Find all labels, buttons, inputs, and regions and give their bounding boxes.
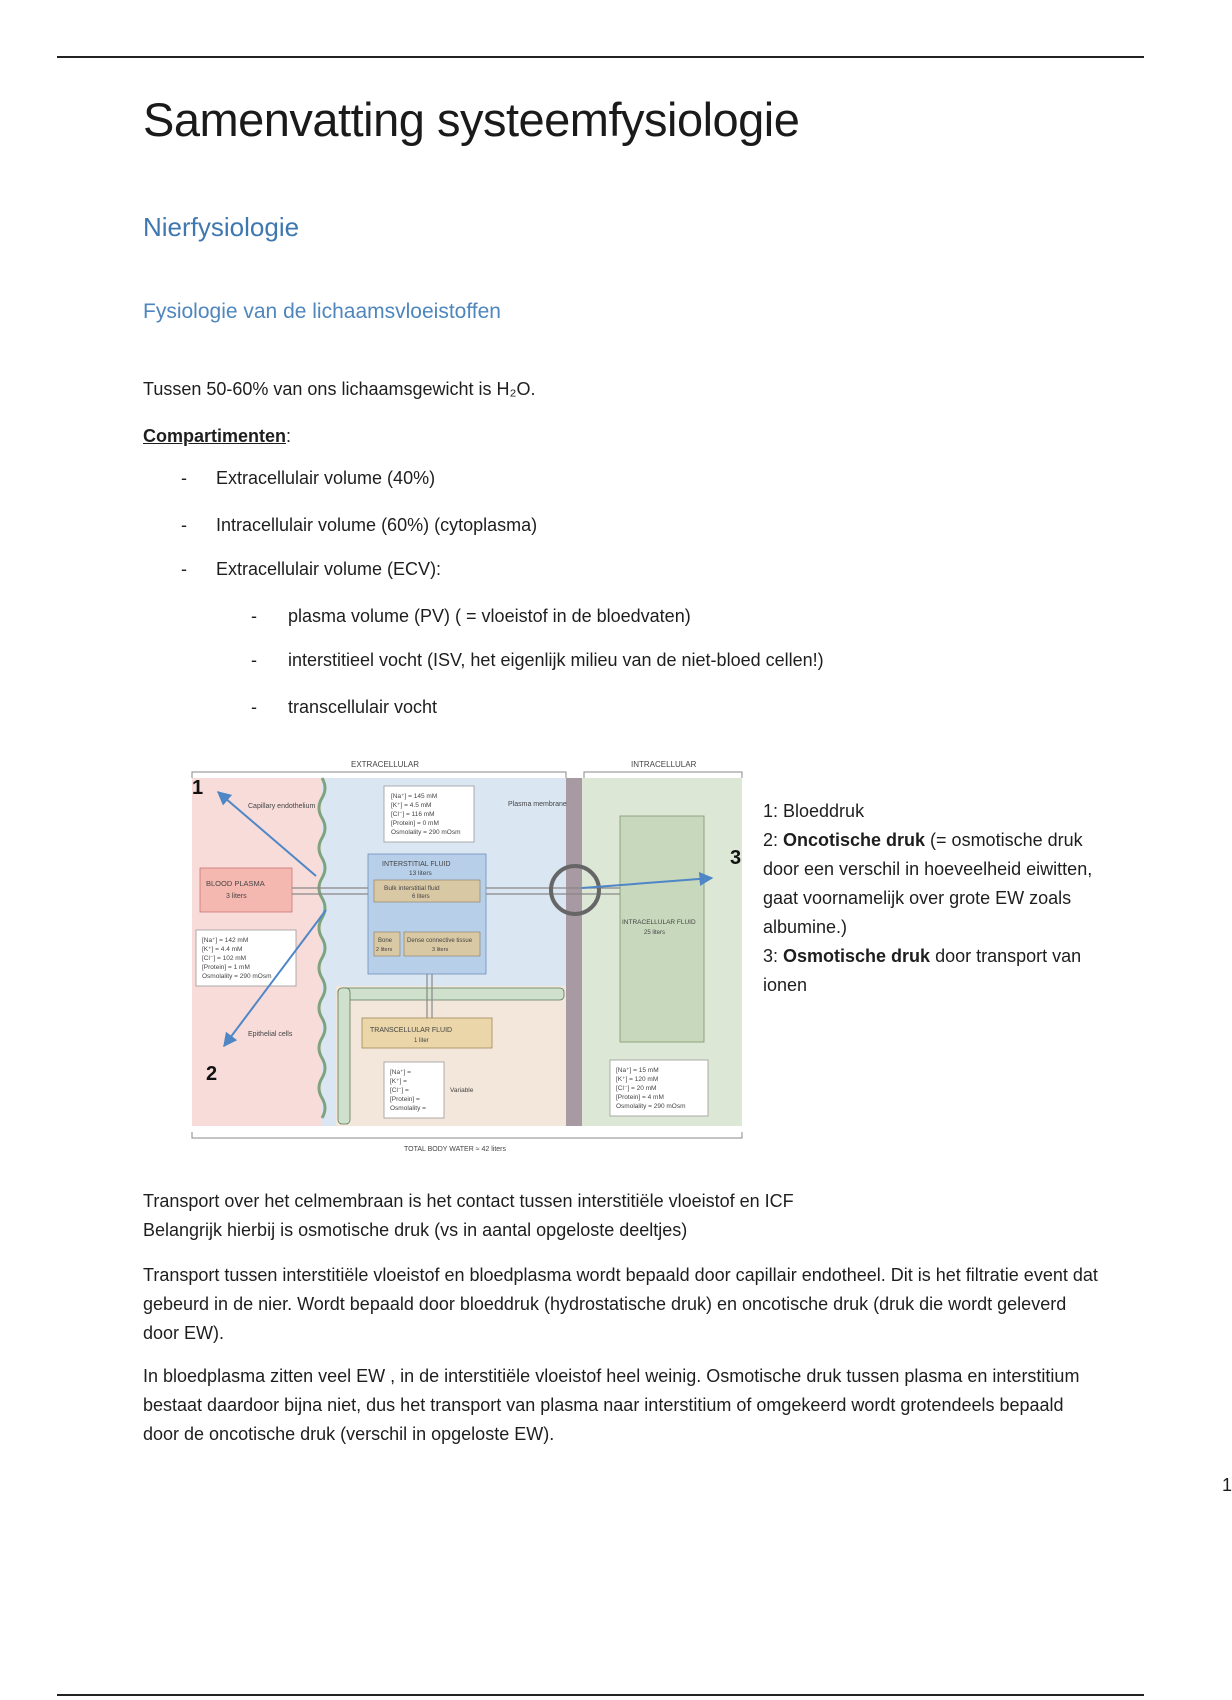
legend-item-2-rest: (= osmotische druk door een verschil in hoeveelheid eiwitten, gaat voornamelijk over grote EW zoals albumine.): [763, 830, 1093, 937]
label-intracellular: INTRACELLULAR: [631, 760, 697, 769]
icf-value: [Cl⁻] = 20 mM: [616, 1085, 657, 1092]
legend-item-3-rest: door transport van ionen: [763, 946, 1082, 995]
isf-value: [Protein] = 0 mM: [391, 820, 439, 827]
dense-volume: 3 liters: [432, 947, 449, 953]
marker-2: 2: [206, 1063, 218, 1085]
plasma-value: [Na⁺] = 142 mM: [202, 937, 249, 944]
bullet-dash: -: [251, 650, 257, 670]
bone-volume: 2 liters: [376, 947, 393, 953]
list-item-text: Intracellulair volume (60%) (cytoplasma): [216, 515, 538, 535]
blood-plasma-box: [200, 868, 292, 912]
isf-value: [K⁺] = 4.5 mM: [391, 802, 432, 809]
legend-item-2-prefix: 2:: [763, 830, 784, 850]
intracellular-fluid-box: [620, 816, 704, 1042]
isf-value: [Cl⁻] = 116 mM: [391, 811, 435, 818]
icf-value: [Protein] = 4 mM: [616, 1094, 664, 1101]
figure-legend: [763, 797, 1103, 1000]
intracellular-label: INTRACELLULAR FLUID: [622, 919, 696, 926]
plasma-membrane-band: [566, 778, 582, 1126]
intro-paragraph: Tussen 50-60% van ons lichaamsgewicht is H₂O.: [143, 379, 536, 399]
icf-value: [K⁺] = 120 mM: [616, 1076, 659, 1083]
figure-svg: [186, 756, 746, 1156]
label-extracellular: EXTRACELLULAR: [351, 760, 420, 769]
list-item-text: interstitieel vocht (ISV, het eigenlijk milieu van de niet-bloed cellen!): [288, 650, 824, 670]
extracellular-bracket: [192, 772, 566, 778]
plasma-value: [Protein] = 1 mM: [202, 964, 250, 971]
bullet-dash: -: [181, 559, 187, 579]
variable-label: Variable: [450, 1087, 474, 1094]
intracellular-volume: 25 liters: [644, 930, 666, 936]
paragraph-capillair: Transport tussen interstitiële vloeistof en bloedplasma wordt bepaald door capillair endotheel. Dit is het filtratie event dat gebeurd in de nier. Wordt bepaald door bloeddruk (hydrostatische druk) en oncotische druk (druk die wordt geleverd door EW).: [143, 1265, 1098, 1343]
icf-value: [Na⁺] = 15 mM: [616, 1067, 659, 1074]
bottom-rule: [57, 1694, 1144, 1696]
transcellular-region: [336, 986, 566, 1126]
plasma-value: Osmolality = 290 mOsm: [202, 973, 272, 980]
trans-value: [Na⁺] =: [390, 1069, 411, 1076]
transcellular-label: TRANSCELLULAR FLUID: [370, 1027, 453, 1034]
isf-value: [Na⁺] = 145 mM: [391, 793, 438, 800]
document-title: Samenvatting systeemfysiologie: [143, 93, 800, 146]
total-bracket: [192, 1132, 742, 1138]
marker-3: 3: [730, 847, 742, 869]
trans-value: [Cl⁻] =: [390, 1087, 409, 1094]
legend-item-2-bold: Oncotische druk: [783, 830, 926, 850]
compartments-heading: [143, 422, 291, 451]
blood-plasma-volume: 3 liters: [226, 893, 247, 900]
isf-value: Osmolality = 290 mOsm: [391, 829, 461, 836]
legend-item-3-bold: Osmotische druk: [783, 946, 931, 966]
plasma-value: [K⁺] = 4.4 mM: [202, 946, 243, 953]
page-number: 1: [1222, 1475, 1232, 1495]
heading-lichaamsvloeistoffen: Fysiologie van de lichaamsvloeistoffen: [143, 300, 501, 323]
label-epithelial: Epithelial cells: [248, 1031, 293, 1038]
bullet-dash: -: [251, 606, 257, 626]
bullet-dash: -: [181, 468, 187, 488]
legend-item-1: 1: Bloeddruk: [763, 801, 865, 821]
legend-item-2: [763, 826, 1103, 942]
trans-value: Osmolality =: [390, 1105, 426, 1112]
bullet-dash: -: [251, 697, 257, 717]
top-rule: [57, 56, 1144, 58]
bulk-volume: 6 liters: [412, 894, 430, 900]
intracellular-bracket: [584, 772, 742, 778]
trans-value: [Protein] =: [390, 1096, 420, 1103]
list-item-text: transcellulair vocht: [288, 697, 438, 717]
dense-label: Dense connective tissue: [407, 938, 473, 944]
compartments-colon: :: [286, 426, 292, 446]
legend-item-3: [763, 942, 1103, 1000]
legend-item-3-prefix: 3:: [763, 946, 784, 966]
paragraph-bloedplasma: In bloedplasma zitten veel EW , in de interstitiële vloeistof heel weinig. Osmotische druk tussen plasma en interstitium bestaat daardoor bijna niet, dus het transport van plasma naar interstitium of omgekeerd wordt grotendeels bepaald door de oncotische druk (verschil in opgeloste EW).: [143, 1366, 1080, 1444]
plasma-value: [Cl⁻] = 102 mM: [202, 955, 247, 962]
label-plasma-membrane: Plasma membrane: [508, 801, 567, 808]
list-item-text: Extracellulair volume (ECV):: [216, 559, 442, 579]
paragraph-celmembraan: [143, 1187, 1098, 1245]
blood-plasma-label: BLOOD PLASMA: [206, 879, 265, 888]
interstitial-volume: 13 liters: [409, 870, 432, 877]
paragraph-line: Transport over het celmembraan is het contact tussen interstitiële vloeistof en ICF: [143, 1191, 794, 1211]
heading-nierfysiologie: Nierfysiologie: [143, 212, 300, 242]
bullet-dash: -: [181, 515, 187, 535]
list-item-text: Extracellulair volume (40%): [216, 468, 436, 488]
bone-label: Bone: [378, 938, 393, 944]
trans-value: [K⁺] =: [390, 1078, 407, 1085]
bulk-label: Bulk interstitial fluid: [384, 885, 440, 892]
icf-value: Osmolality = 290 mOsm: [616, 1103, 686, 1110]
body-fluid-compartments-figure: [186, 756, 746, 1156]
marker-1: 1: [192, 777, 204, 799]
compartments-label: Compartimenten: [143, 426, 287, 446]
label-capillary: Capillary endothelium: [248, 803, 316, 810]
transcellular-volume: 1 liter: [414, 1038, 429, 1044]
paragraph-line: Belangrijk hierbij is osmotische druk (vs in aantal opgeloste deeltjes): [143, 1220, 688, 1240]
interstitial-label: INTERSTITIAL FLUID: [382, 861, 451, 868]
list-item-text: plasma volume (PV) ( = vloeistof in de bloedvaten): [288, 606, 691, 626]
label-total-body-water: TOTAL BODY WATER ≈ 42 liters: [404, 1146, 506, 1153]
